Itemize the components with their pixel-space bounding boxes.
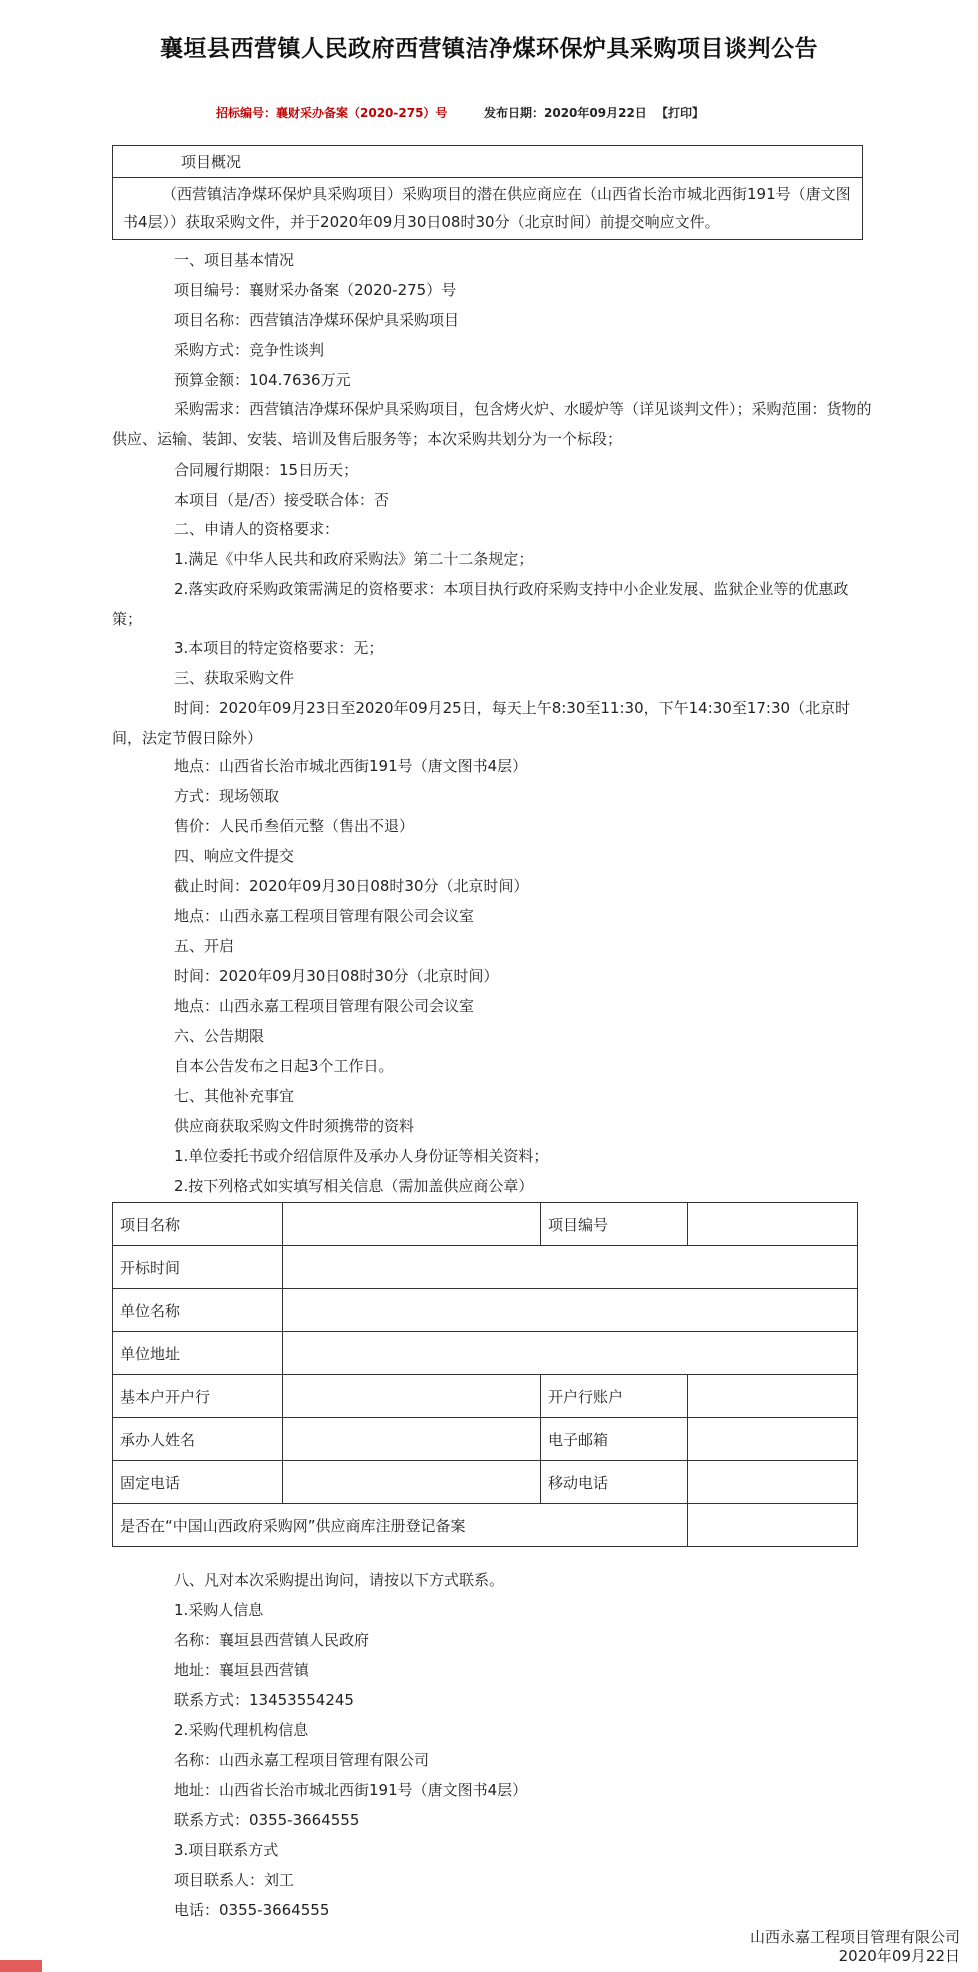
form-field[interactable]: [283, 1375, 541, 1418]
form-label: 移动电话: [541, 1461, 688, 1504]
notice-period: 自本公告发布之日起3个工作日。: [174, 1057, 394, 1075]
contract-period: 合同履行期限：15日历天；: [174, 461, 359, 479]
form-field[interactable]: [688, 1375, 858, 1418]
acquire-price: 售价：人民币叁佰元整（售出不退）: [174, 817, 415, 835]
form-label: 项目编号: [541, 1203, 688, 1246]
materials-2: 2.按下列格式如实填写相关信息（需加盖供应商公章）: [174, 1177, 534, 1195]
form-label: 固定电话: [113, 1461, 283, 1504]
table-row: [113, 1332, 858, 1375]
form-label: 开户行账户: [541, 1375, 688, 1418]
agency-title: 2.采购代理机构信息: [174, 1721, 309, 1739]
buyer-phone: 联系方式：13453554245: [174, 1691, 354, 1709]
project-contact-title: 3.项目联系方式: [174, 1841, 279, 1859]
overview-box: [112, 145, 863, 240]
form-label: 是否在“中国山西政府采购网”供应商库注册登记备案: [113, 1504, 688, 1547]
project-code: 项目编号：襄财采办备案（2020-275）号: [174, 281, 457, 299]
overview-text: （西营镇洁净煤环保炉具采购项目）采购项目的潜在供应商应在（山西省长治市城北西街191号（唐文图书4层））获取采购文件，并于2020年09月30日08时30分（北京时间）前提交响应文件。: [123, 185, 851, 231]
acquire-way: 方式：现场领取: [174, 787, 280, 805]
form-label: 开标时间: [113, 1246, 283, 1289]
agency-address: 地址：山西省长治市城北西街191号（唐文图书4层）: [174, 1781, 528, 1799]
form-field[interactable]: [688, 1203, 858, 1246]
section-8-title: 八、凡对本次采购提出询问，请按以下方式联系。: [174, 1571, 505, 1589]
stamp-fragment: [0, 1960, 42, 1972]
section-1-title: 一、项目基本情况: [174, 251, 295, 269]
project-contact-person: 项目联系人：刘工: [174, 1871, 295, 1889]
qualification-3: 3.本项目的特定资格要求：无；: [174, 639, 384, 657]
table-row: [113, 1375, 858, 1418]
project-contact-phone: 电话：0355-3664555: [174, 1901, 330, 1919]
qualification-1: 1.满足《中华人民共和政府采购法》第二十二条规定；: [174, 550, 534, 568]
procurement-need: 采购需求：西营镇洁净煤环保炉具采购项目，包含烤火炉、水暖炉等（详见谈判文件）；采购范围：货物的供应、运输、装卸、安装、培训及售后服务等；本次采购共划分为一个标段；: [112, 400, 872, 448]
section-4-title: 四、响应文件提交: [174, 847, 295, 865]
project-name: 项目名称：西营镇洁净煤环保炉具采购项目: [174, 311, 460, 329]
supplier-info-form: [112, 1202, 858, 1547]
buyer-address: 地址：襄垣县西营镇: [174, 1661, 310, 1679]
open-time: 时间：2020年09月30日08时30分（北京时间）: [174, 967, 499, 985]
agency-name: 名称：山西永嘉工程项目管理有限公司: [174, 1751, 430, 1769]
section-7-title: 七、其他补充事宜: [174, 1087, 295, 1105]
table-row: [113, 1203, 858, 1246]
acquire-place: 地点：山西省长治市城北西街191号（唐文图书4层）: [174, 757, 528, 775]
procurement-method: 采购方式：竞争性谈判: [174, 341, 325, 359]
form-field[interactable]: [283, 1246, 858, 1289]
qualification-2: 2.落实政府采购政策需满足的资格要求：本项目执行政府采购支持中小企业发展、监狱企业等的优惠政策；: [112, 580, 849, 628]
form-label: 基本户开户行: [113, 1375, 283, 1418]
section-6-title: 六、公告期限: [174, 1027, 265, 1045]
table-row: [113, 1289, 858, 1332]
table-row: [113, 1504, 858, 1547]
overview-heading: 项目概况: [113, 146, 862, 178]
table-row: [113, 1246, 858, 1289]
form-label: 电子邮箱: [541, 1418, 688, 1461]
form-field[interactable]: [283, 1203, 541, 1246]
print-link[interactable]: 【打印】: [656, 106, 705, 120]
form-field[interactable]: [688, 1461, 858, 1504]
agency-phone: 联系方式：0355-3664555: [174, 1811, 360, 1829]
section-5-title: 五、开启: [174, 937, 235, 955]
form-field[interactable]: [688, 1504, 858, 1547]
materials-1: 1.单位委托书或介绍信原件及承办人身份证等相关资料；: [174, 1147, 549, 1165]
materials-intro: 供应商获取采购文件时须携带的资料: [174, 1117, 415, 1135]
form-label: 承办人姓名: [113, 1418, 283, 1461]
submit-place: 地点：山西永嘉工程项目管理有限公司会议室: [174, 907, 475, 925]
form-field[interactable]: [688, 1418, 858, 1461]
submit-deadline: 截止时间：2020年09月30日08时30分（北京时间）: [174, 877, 529, 895]
form-field[interactable]: [283, 1418, 541, 1461]
table-row: [113, 1418, 858, 1461]
buyer-title: 1.采购人信息: [174, 1601, 264, 1619]
tender-code: 招标编号：襄财采办备案（2020-275）号: [216, 106, 448, 120]
signature-date: 2020年09月22日: [838, 1947, 960, 1965]
page-title: 襄垣县西营镇人民政府西营镇洁净煤环保炉具采购项目谈判公告: [160, 36, 818, 62]
open-place: 地点：山西永嘉工程项目管理有限公司会议室: [174, 997, 475, 1015]
signature-company: 山西永嘉工程项目管理有限公司: [749, 1928, 960, 1946]
table-row: [113, 1461, 858, 1504]
publish-date: 发布日期：2020年09月22日: [484, 106, 647, 120]
section-2-title: 二、申请人的资格要求：: [174, 520, 340, 538]
form-field[interactable]: [283, 1289, 858, 1332]
form-label: 单位地址: [113, 1332, 283, 1375]
acquire-time: 时间：2020年09月23日至2020年09月25日，每天上午8:30至11:30，下午14:30至17:30（北京时间，法定节假日除外）: [112, 699, 851, 747]
budget: 预算金额：104.7636万元: [174, 371, 351, 389]
form-label: 项目名称: [113, 1203, 283, 1246]
union-acceptance: 本项目（是/否）接受联合体：否: [174, 491, 390, 509]
form-label: 单位名称: [113, 1289, 283, 1332]
form-field[interactable]: [283, 1461, 541, 1504]
buyer-name: 名称：襄垣县西营镇人民政府: [174, 1631, 370, 1649]
form-field[interactable]: [283, 1332, 858, 1375]
section-3-title: 三、获取采购文件: [174, 669, 295, 687]
